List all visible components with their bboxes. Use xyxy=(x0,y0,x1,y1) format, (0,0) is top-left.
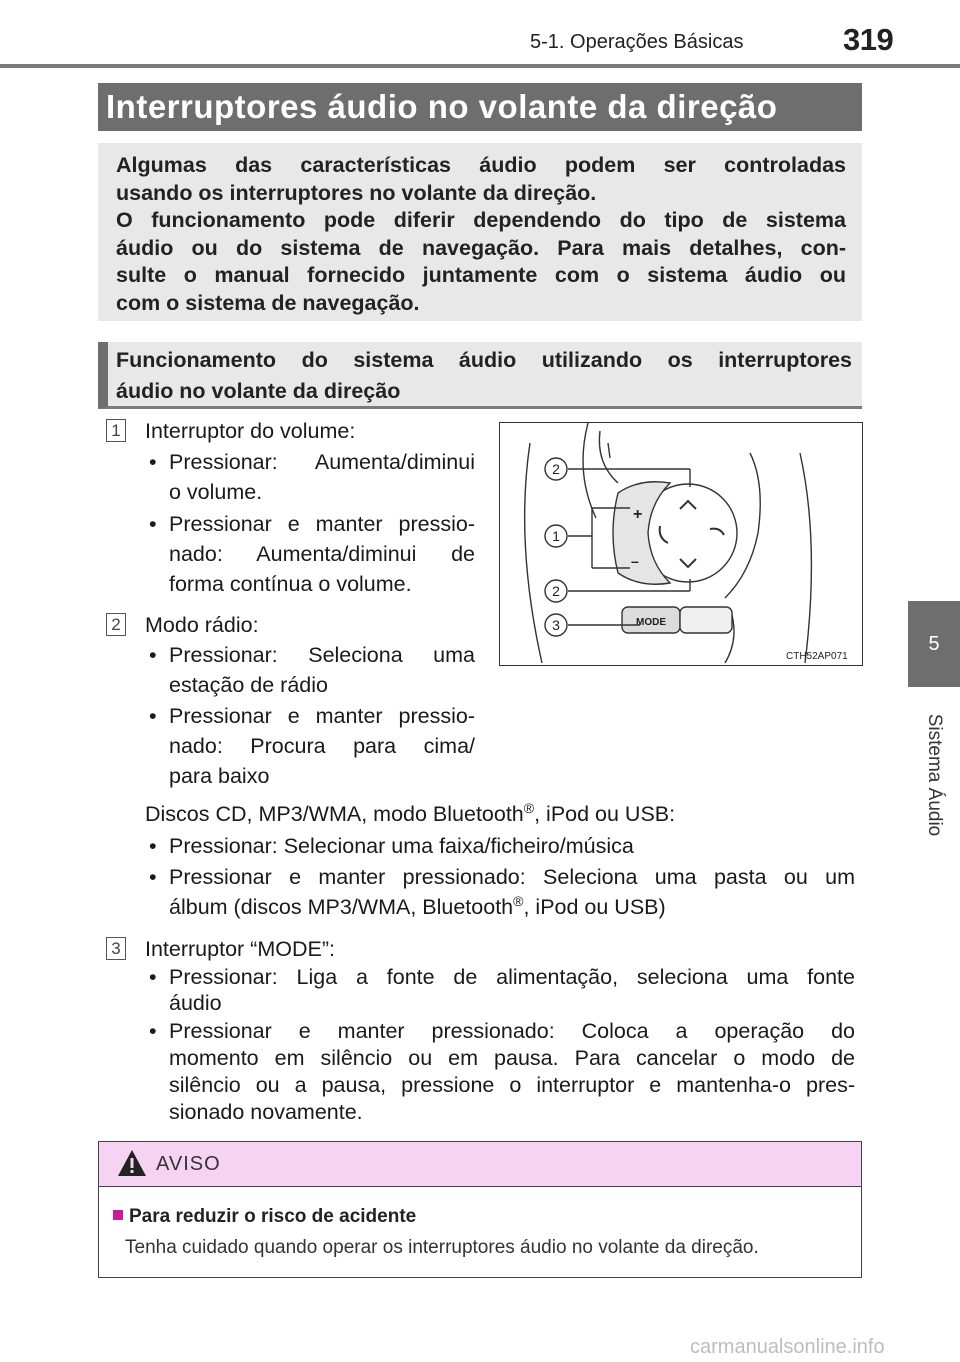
bullet-text: Pressionar: Aumenta/diminui xyxy=(169,450,475,474)
bullet-text-b: , iPod ou USB) xyxy=(523,895,666,919)
cd-heading-b: , iPod ou USB: xyxy=(534,802,676,826)
steering-switch-diagram xyxy=(499,422,863,666)
bullet-text: estação de rádio xyxy=(169,673,328,697)
item-heading: Interruptor “MODE”: xyxy=(145,937,335,961)
subheading xyxy=(98,342,862,409)
bullet-text: Pressionar: Seleciona uma xyxy=(169,643,475,667)
callout-label: 2 xyxy=(552,461,560,477)
warning-title: AVISO xyxy=(156,1153,221,1175)
intro-line: com o sistema de navegação. xyxy=(116,290,420,315)
bullet-text: momento em silêncio ou em pausa. Para cancelar o modo de xyxy=(169,1046,855,1070)
section-title: 5-1. Operações Básicas xyxy=(530,31,744,53)
chapter-label: Sistema Áudio xyxy=(924,713,945,837)
warning-body: Tenha cuidado quando operar os interruptores áudio no volante da direção. xyxy=(125,1237,759,1258)
intro-line: O funcionamento pode diferir dependendo do tipo de sistema xyxy=(116,208,846,232)
bullet-text: silêncio ou a pausa, pressione o interruptor e mantenha-o pres- xyxy=(169,1073,855,1097)
bullet-text: para baixo xyxy=(169,764,270,788)
item-marker-1: 1 xyxy=(106,419,126,442)
bullet-text: Pressionar e manter pressionado: Seleciona uma pasta ou um xyxy=(169,865,855,889)
volume-plus-label: + xyxy=(633,506,643,523)
bullet-text: o volume. xyxy=(169,480,263,504)
wheel-contour-line xyxy=(583,423,596,518)
item-marker-3: 3 xyxy=(106,937,126,960)
bullet-text-a: álbum (discos MP3/WMA, Bluetooth xyxy=(169,895,514,919)
intro-box xyxy=(98,143,862,321)
bullet: • xyxy=(149,643,157,667)
watermark: carmanualsonline.info xyxy=(690,1336,885,1358)
bullet: • xyxy=(149,965,157,989)
registered-mark: ® xyxy=(513,892,524,909)
bullet-text xyxy=(169,892,666,922)
bullet-text: Pressionar e manter pressio- xyxy=(169,704,475,728)
page-title: Interruptores áudio no volante da direção xyxy=(98,83,862,131)
square-bullet-icon xyxy=(113,1210,123,1220)
wheel-rim-line xyxy=(525,443,542,663)
bullet-text: forma contínua o volume. xyxy=(169,572,412,596)
warning-subtitle: Para reduzir o risco de acidente xyxy=(129,1206,417,1227)
subheading-line: Funcionamento do sistema áudio utilizando os interruptores xyxy=(116,348,852,372)
callout-label: 3 xyxy=(552,617,560,633)
intro-line: sulte o manual fornecido juntamente com o sistema áudio ou xyxy=(116,263,846,287)
subheading-line: áudio no volante da direção xyxy=(116,379,401,403)
mode-button-label: MODE xyxy=(636,617,666,628)
registered-mark: ® xyxy=(523,799,535,816)
volume-rocker xyxy=(613,482,670,585)
bullet-text: nado: Aumenta/diminui de xyxy=(169,542,475,566)
bullet-text: Pressionar e manter pressionado: Coloca a operação do xyxy=(169,1019,855,1043)
item-marker-2: 2 xyxy=(106,613,126,636)
cd-heading-a: Discos CD, MP3/WMA, modo Bluetooth xyxy=(145,802,524,826)
item-heading: Interruptor do volume: xyxy=(145,419,356,443)
warning-triangle-icon xyxy=(117,1149,147,1177)
cd-heading xyxy=(145,799,675,829)
volume-minus-label: – xyxy=(631,553,639,569)
diagram-svg xyxy=(500,423,861,664)
bullet: • xyxy=(149,512,157,536)
bullet-text: Pressionar: Liga a fonte de alimentação, seleciona uma fonte xyxy=(169,965,855,989)
bullet: • xyxy=(149,1019,157,1043)
header-divider xyxy=(0,64,960,68)
bullet-text: Pressionar e manter pressio- xyxy=(169,512,475,536)
bullet: • xyxy=(149,834,157,858)
bullet-text: áudio xyxy=(169,991,222,1015)
bullet-text: nado: Procura para cima/ xyxy=(169,734,475,758)
callout-label: 2 xyxy=(552,583,560,599)
bullet: • xyxy=(149,450,157,474)
intro-line: áudio ou do sistema de navegação. Para mais detalhes, con- xyxy=(116,235,846,260)
chapter-tab xyxy=(908,601,960,687)
diagram-code: CTH52AP071 xyxy=(786,651,848,662)
page-number: 319 xyxy=(843,22,894,57)
intro-line: Algumas das características áudio podem ser controladas xyxy=(116,153,846,177)
intro-line: usando os interruptores no volante da direção. xyxy=(116,180,597,205)
bullet: • xyxy=(149,704,157,728)
warning-box xyxy=(98,1141,862,1278)
callout-label: 1 xyxy=(552,528,560,544)
warning-header xyxy=(99,1142,861,1187)
chapter-number: 5 xyxy=(928,632,940,655)
item-heading: Modo rádio: xyxy=(145,613,259,637)
bullet: • xyxy=(149,865,157,889)
bullet-text: Pressionar: Selecionar uma faixa/ficheiro/música xyxy=(169,834,634,858)
bullet-text: sionado novamente. xyxy=(169,1100,363,1124)
